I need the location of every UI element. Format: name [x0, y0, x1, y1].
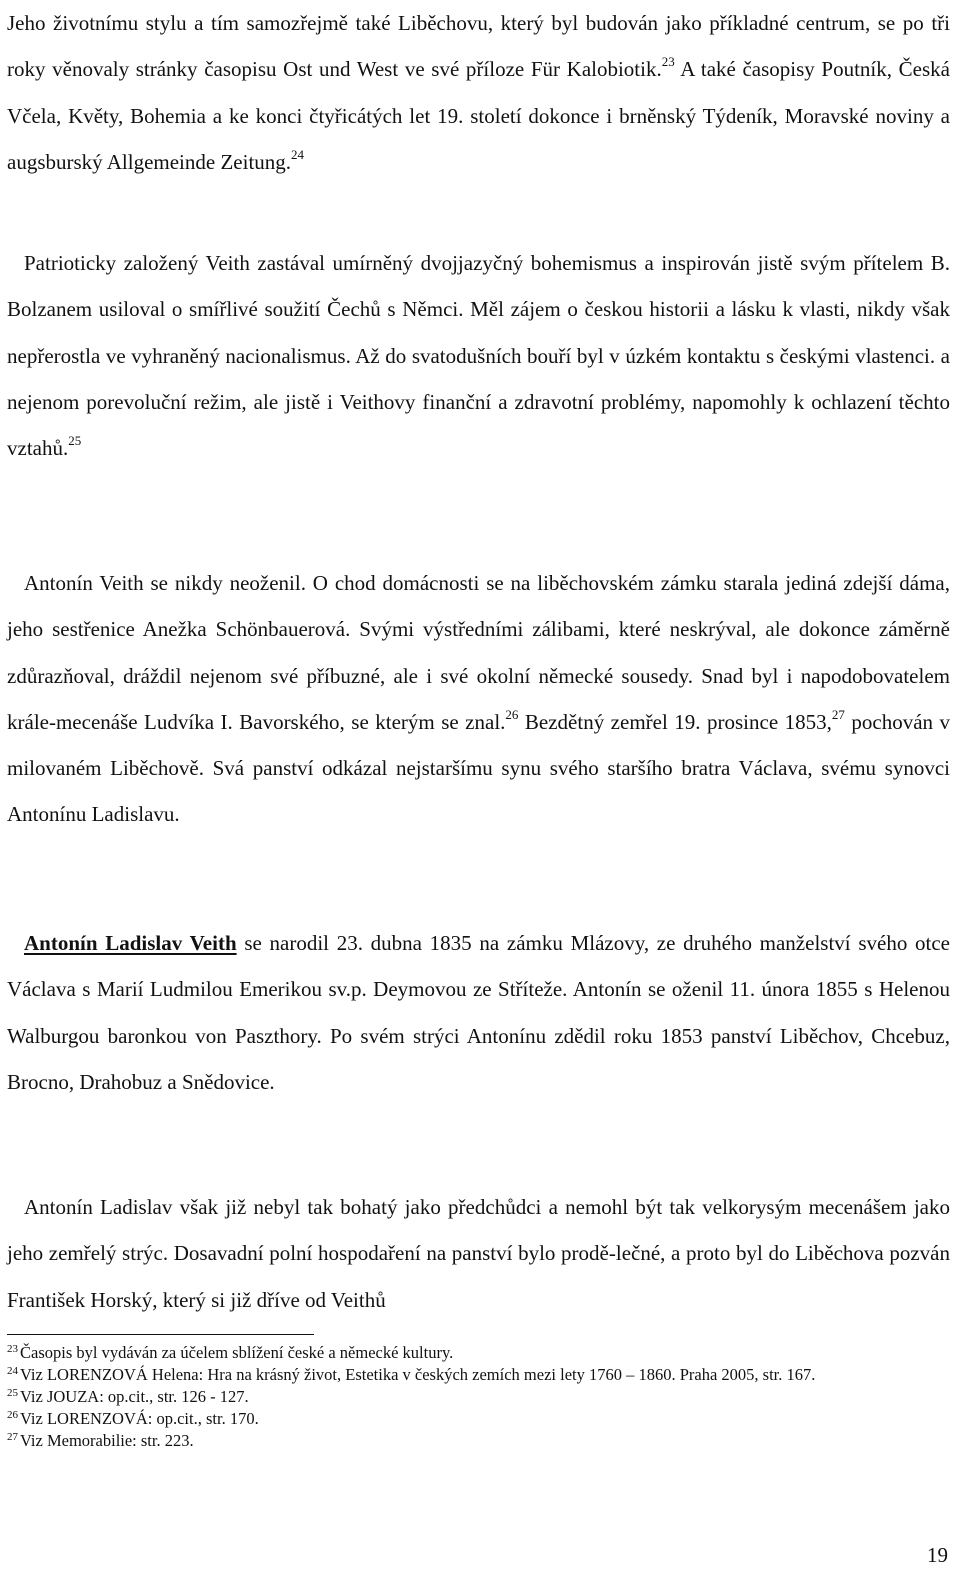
footnote-text: Viz Memorabilie: str. 223. — [20, 1431, 194, 1450]
footnote-ref-23[interactable]: 23 — [661, 54, 675, 70]
footnote-ref-25[interactable]: 25 — [68, 433, 82, 449]
page-number: 19 — [927, 1543, 948, 1567]
footnote-item — [7, 1364, 950, 1386]
paragraph-text: Antonín Veith se nikdy neoženil. O chod domácnosti se na liběchovském zámku starala jediná zdejší dáma, jeho sestřenice Anežka Schönbauerová. Svými výstředními zálibami, které neskrýval, ale dokonce záměrně zdůrazňoval, dráždil nejenom své příbuzné, ale i své okolní německé sousedy. Snad byl i napodobovatelem krále-mecenáše Ludvíka I. Bavorského, se kterým se znal. — [7, 571, 950, 734]
paragraph-text: Jeho životnímu stylu a tím samozřejmě také Liběchovu, který byl budován jako příkladné centrum, se po tři roky věnovaly stránky časopisu Ost und West ve své příloze Für Kalobiotik. — [7, 11, 950, 82]
footnote-ref-24[interactable]: 24 — [291, 146, 305, 162]
paragraph-finances — [7, 1184, 950, 1323]
footnote-ref-26[interactable]: 26 — [505, 706, 519, 722]
footnote-text: Časopis byl vydáván za účelem sblížení české a německé kultury. — [20, 1343, 454, 1362]
footnote-number: 27 — [7, 1430, 18, 1443]
paragraph-text: pochován v milovaném Liběchově. Svá panství odkázal nejstaršímu synu svého staršího bratra Václava, svému synovci Antonínu Ladislavu. — [7, 709, 950, 827]
footnote-list — [7, 1342, 950, 1452]
footnote-item — [7, 1430, 950, 1452]
footnote-text: Viz LORENZOVÁ Helena: Hra na krásný život, Estetika v českých zemích mezi lety 1760 – 1860. Praha 2005, str. 167. — [20, 1365, 816, 1384]
footnote-text: Viz LORENZOVÁ: op.cit., str. 170. — [20, 1409, 259, 1428]
footnote-number: 25 — [7, 1386, 18, 1399]
footnote-number: 26 — [7, 1408, 18, 1421]
footnote-text: Viz JOUZA: op.cit., str. 126 - 127. — [20, 1387, 249, 1406]
paragraph-lifestyle — [7, 0, 950, 185]
footnote-item — [7, 1408, 950, 1430]
paragraph-antonin-ladislav — [7, 920, 950, 1105]
footnote-ref-27[interactable]: 27 — [831, 706, 845, 722]
footnote-separator — [7, 1334, 314, 1335]
paragraph-text: A také časopisy Poutník, Česká Včela, Květy, Bohemia a ke konci čtyřicátých let 19. století dokonce i brněnský Týdeník, Moravské noviny a augsburský Allgemeinde Zeitung. — [7, 57, 950, 174]
footnote-item — [7, 1386, 950, 1408]
paragraph-text: Patrioticky založený Veith zastával umírněný dvojjazyčný bohemismus a inspirován jistě svým přítelem B. Bolzanem usiloval o smířlivé soužití Čechů s Němci. Měl zájem o českou historii a lásku k vlasti, nikdy však nepřerostla ve vyhraněný nacionalismus. Až do svatodušních bouří byl v úzkém kontaktu s českými vlastenci. a nejenom porevoluční režim, ale jistě i Veithovy finanční a zdravotní problémy, napomohly k ochlazení těchto vztahů. — [7, 251, 950, 461]
footnote-number: 23 — [7, 1342, 18, 1355]
footnote-item — [7, 1342, 950, 1364]
footnote-number: 24 — [7, 1364, 18, 1377]
paragraph-text: Bezdětný zemřel 19. prosince 1853, — [518, 709, 832, 734]
paragraph-text: se narodil 23. dubna 1835 na zámku Mlázovy, ze druhého manželství svého otce Václava s Marií Ludmilou Emerikou sv.p. Deymovou ze Stříteže. Antonín se oženil 11. února 1855 s Helenou Walburgou baronkou von Paszthory. Po svém strýci Antonínu zdědil roku 1853 panství Liběchov, Chcebuz, Brocno, Drahobuz a Snědovice. — [7, 931, 950, 1094]
paragraph-household — [7, 560, 950, 838]
person-name-heading: Antonín Ladislav Veith — [24, 931, 237, 955]
paragraph-patriotism — [7, 240, 950, 471]
paragraph-text: Antonín Ladislav však již nebyl tak bohatý jako předchůdci a nemohl být tak velkorysým mecenášem jako jeho zemřelý strýc. Dosavadní polní hospodaření na panství bylo prodě-lečné, a proto byl do Liběchova pozván František Horský, který si již dříve od Veithů — [7, 1195, 950, 1312]
